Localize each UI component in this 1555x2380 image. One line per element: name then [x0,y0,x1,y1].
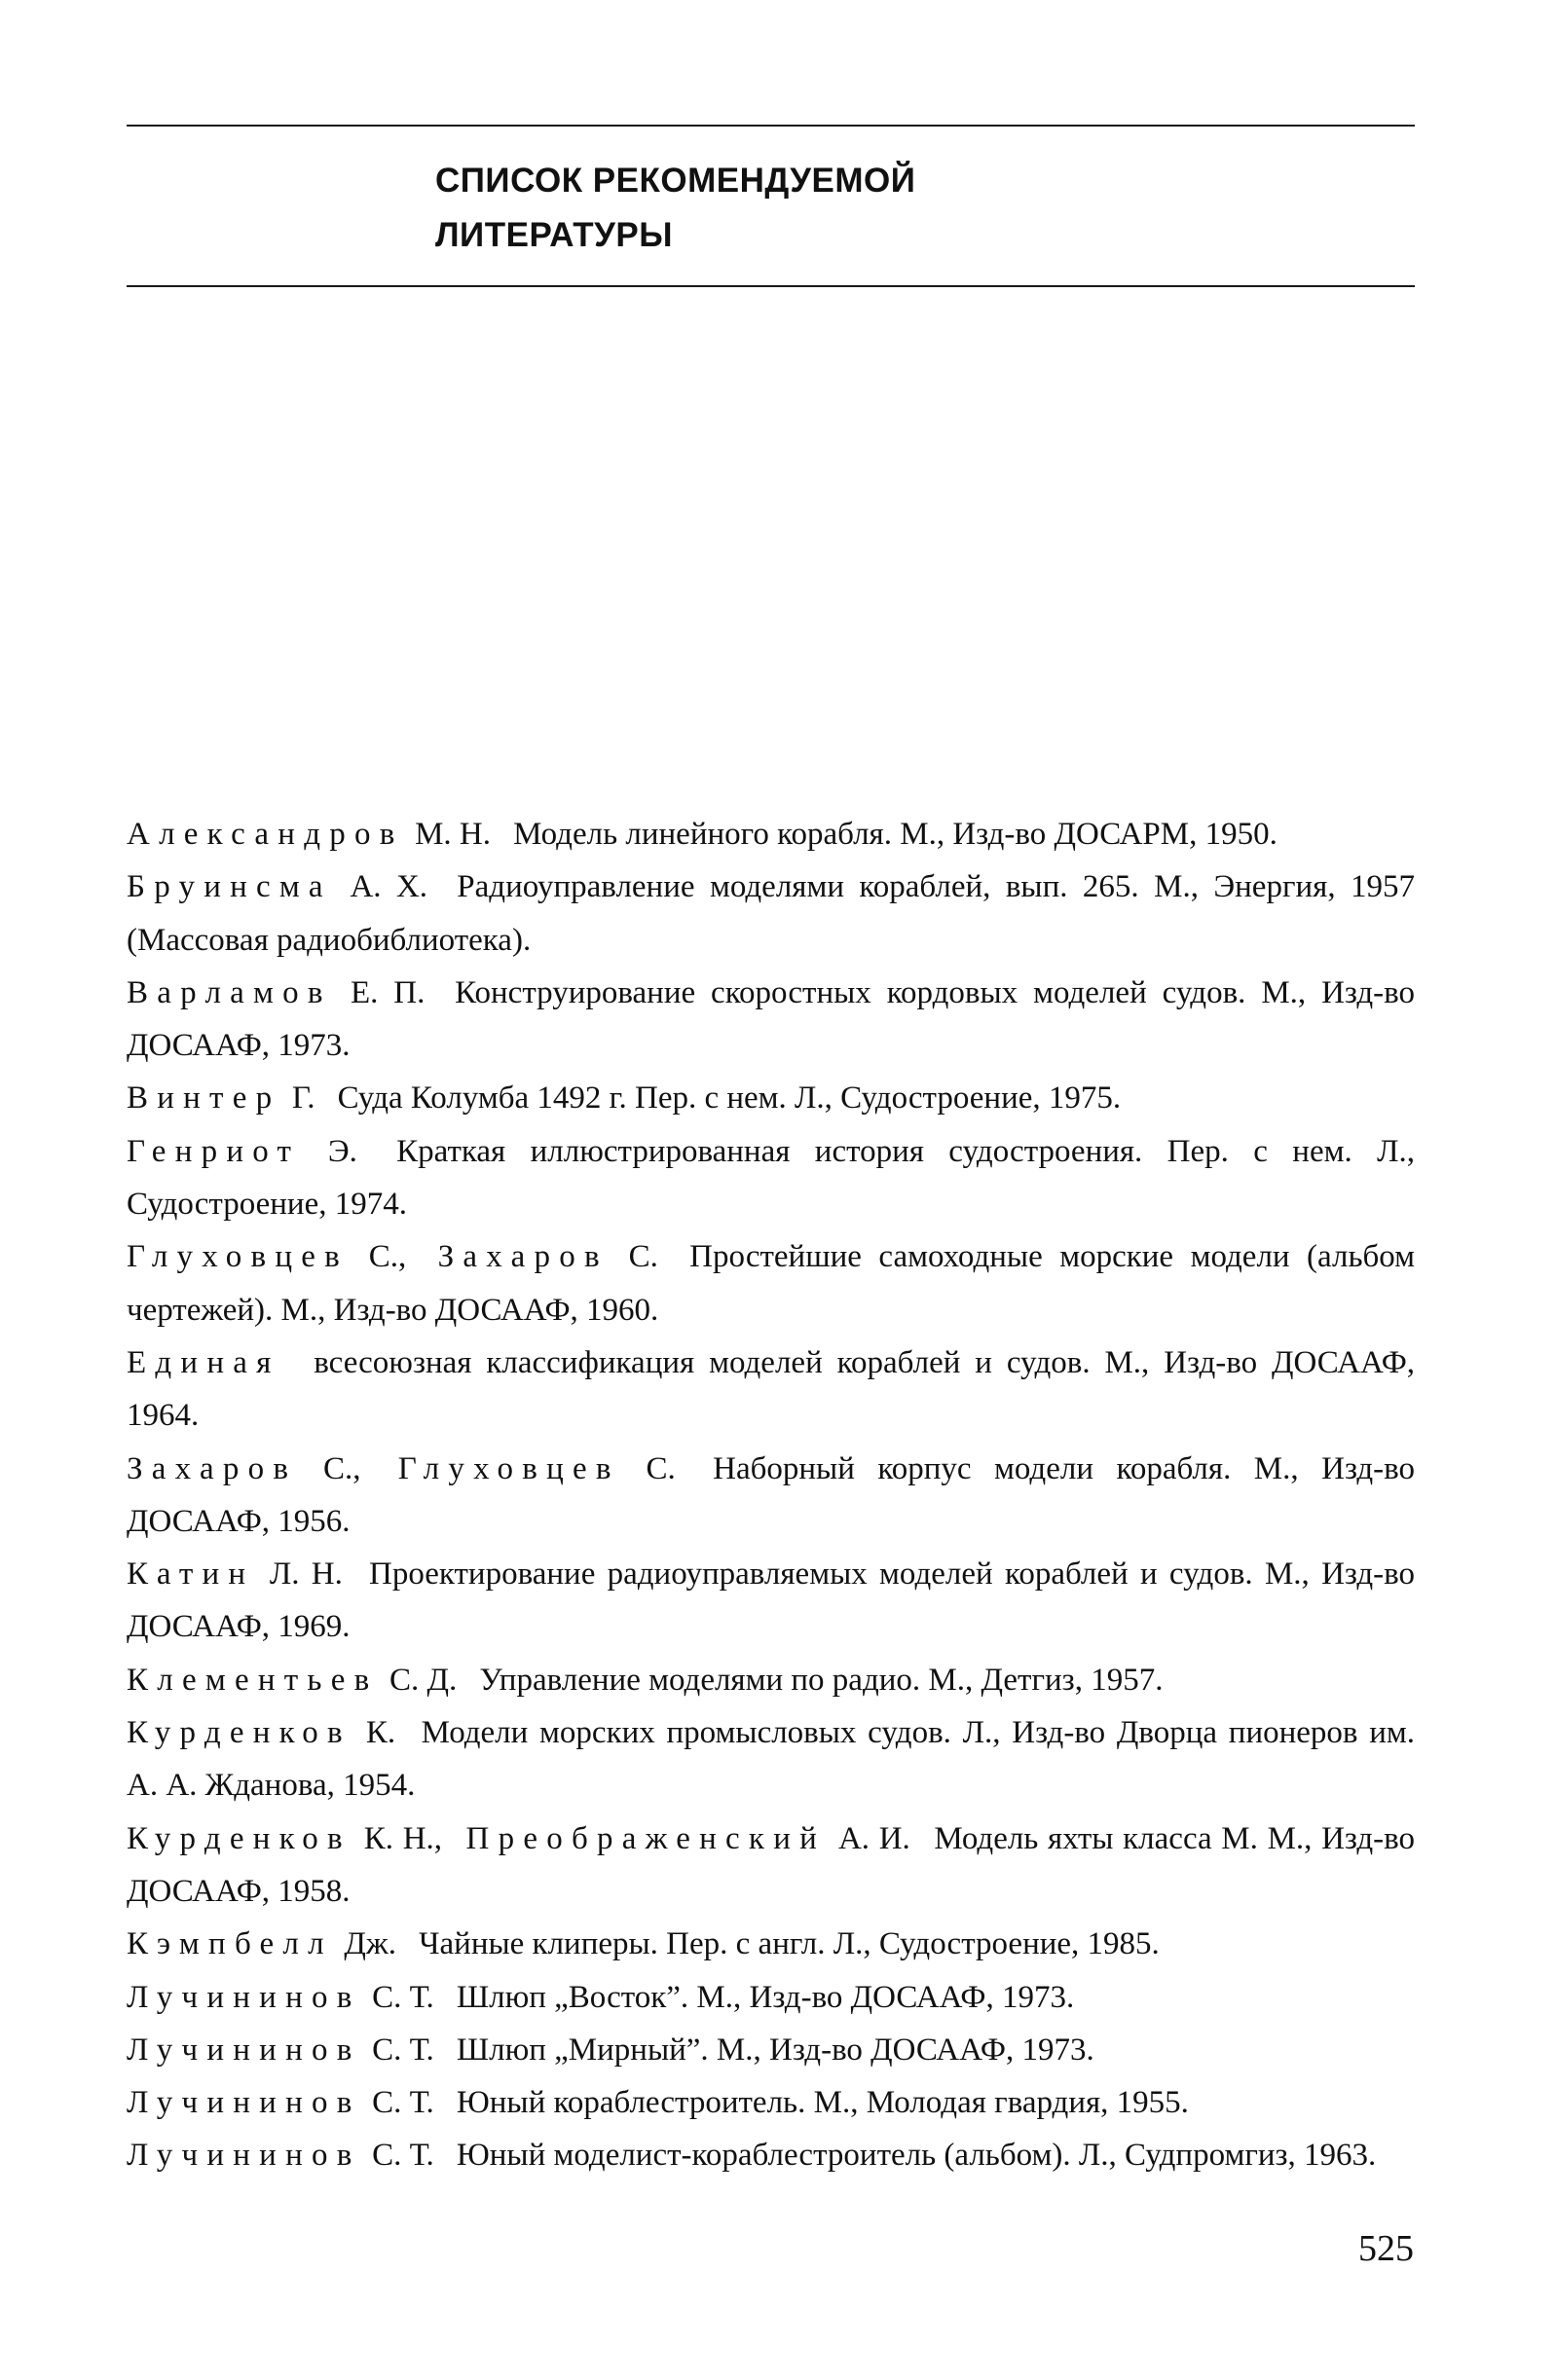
reference-text: Шлюп „Мирный”. М., Изд-во ДОСААФ, 1973. [456,2032,1094,2068]
reference-initials: С. Д. [389,1662,458,1698]
reference-entry [127,1971,1415,2024]
reference-entry [127,1812,1415,1919]
reference-author: Лучининов [127,2085,361,2121]
reference-text: Проектирование радиоуправляемых моделей кораблей и судов. М., Изд-во ДОСААФ, 1969. [127,1556,1415,1645]
reference-text: Простейшие самоходные морские модели (альбом чертежей). М., Изд-во ДОСААФ, 1960. [127,1239,1416,1328]
reference-entry [127,1654,1415,1706]
reference-entry [127,1230,1415,1336]
reference-initials: С., [368,1239,407,1275]
reference-initials: Э. [327,1133,357,1169]
reference-initials: С. Т. [372,1979,434,2015]
reference-author: Курденков [127,1715,352,1751]
top-rule [127,125,1415,127]
reference-initials: А. Х. [350,869,428,905]
reference-text: Радиоуправление моделями кораблей, вып. 265. М., Энергия, 1957 (Массовая радиобиблиотека). [127,869,1415,958]
reference-entry [127,1072,1415,1124]
reference-initials: С. Т. [372,2032,434,2068]
reference-entry [127,1548,1415,1654]
reference-initials: С. Т. [372,2085,434,2121]
reference-text: Юный кораблестроитель. М., Молодая гвардия, 1955. [456,2085,1189,2121]
reference-text: Управление моделями по радио. М., Детгиз, 1957. [479,1662,1164,1698]
reference-author: Катин [127,1556,255,1593]
reference-initials: Л. Н. [269,1556,343,1593]
reference-text: Конструирование скоростных кордовых моделей судов. М., Изд-во ДОСААФ, 1973. [127,974,1415,1064]
reference-entry [127,1443,1415,1549]
reference-entry [127,1336,1415,1443]
reference-text: Краткая иллюстрированная история судостроения. Пер. с нем. Л., Судостроение, 1974. [127,1133,1416,1223]
reference-initials: С., [322,1450,361,1486]
reference-text: всесоюзная классификация моделей кораблей и судов. М., Изд-во ДОСААФ, 1964. [127,1344,1416,1434]
reference-author: Клементьев [127,1662,379,1698]
reference-text: Модель яхты класса М. М., Изд-во ДОСААФ, 1958. [127,1820,1415,1909]
reference-coauthor-initials: С. [628,1239,658,1275]
reference-author: Бруинсма [127,869,332,905]
reference-author: Винтер [127,1080,281,1117]
reference-author: Варламов [127,974,332,1010]
page-heading [435,154,915,263]
reference-author: Лучининов [127,2138,361,2174]
reference-author: Захаров [127,1450,298,1486]
reference-text: Суда Колумба 1492 г. Пер. с нем. Л., Судостроение, 1975. [337,1080,1122,1117]
page-number: 525 [1358,2228,1414,2269]
reference-author: Единая [127,1344,280,1380]
reference-text: Шлюп „Восток”. М., Изд-во ДОСААФ, 1973. [456,1979,1075,2015]
reference-author: Кэмпбелл [127,1926,333,1962]
reference-entry [127,1125,1415,1231]
reference-author: Лучининов [127,2032,361,2068]
reference-text: Чайные клиперы. Пер. с англ. Л., Судостроение, 1985. [419,1926,1160,1962]
reference-entry [127,2024,1415,2076]
reference-author: Генриот [127,1133,301,1169]
reference-coauthor: Захаров [437,1239,609,1275]
reference-entry [127,1706,1415,1812]
reference-text: Модели морских промысловых судов. Л., Изд-во Дворца пионеров им. А. А. Жданова, 1954. [127,1715,1416,1804]
reference-initials: К. [365,1715,396,1751]
reference-initials: С. Т. [372,2138,434,2174]
reference-entry [127,2076,1415,2129]
reference-entry [127,860,1415,967]
reference-entry [127,2129,1415,2181]
reference-text: Наборный корпус модели корабля. М., Изд-во ДОСААФ, 1956. [127,1450,1416,1539]
reference-initials: Дж. [344,1926,396,1962]
reference-text: Юный моделист-кораблестроитель (альбом). Л., Судпромгиз, 1963. [456,2138,1377,2174]
reference-coauthor-initials: С. [646,1450,676,1486]
reference-entry [127,967,1415,1073]
reference-author: Александров [127,817,404,852]
reference-initials: К. Н., [363,1820,443,1856]
reference-coauthor: Преображенский [465,1820,826,1856]
reference-coauthor: Глуховцев [397,1450,620,1486]
reference-author: Глуховцев [127,1239,349,1275]
reference-initials: М. Н. [415,817,492,852]
reference-author: Лучининов [127,1979,361,2015]
reference-entry [127,1918,1415,1970]
reference-author: Курденков [127,1820,352,1856]
reference-list [127,808,1415,2182]
reference-entry [127,808,1415,860]
heading-line-1: СПИСОК РЕКОМЕНДУЕМОЙ [435,162,916,200]
reference-initials: Е. П. [350,974,426,1010]
reference-initials: Г. [291,1080,315,1117]
heading-line-2: ЛИТЕРАТУРЫ [435,216,674,254]
reference-text: Модель линейного корабля. М., Изд-во ДОСАРМ, 1950. [513,817,1277,852]
reference-coauthor-initials: А. И. [837,1820,910,1856]
bottom-rule [127,285,1415,287]
